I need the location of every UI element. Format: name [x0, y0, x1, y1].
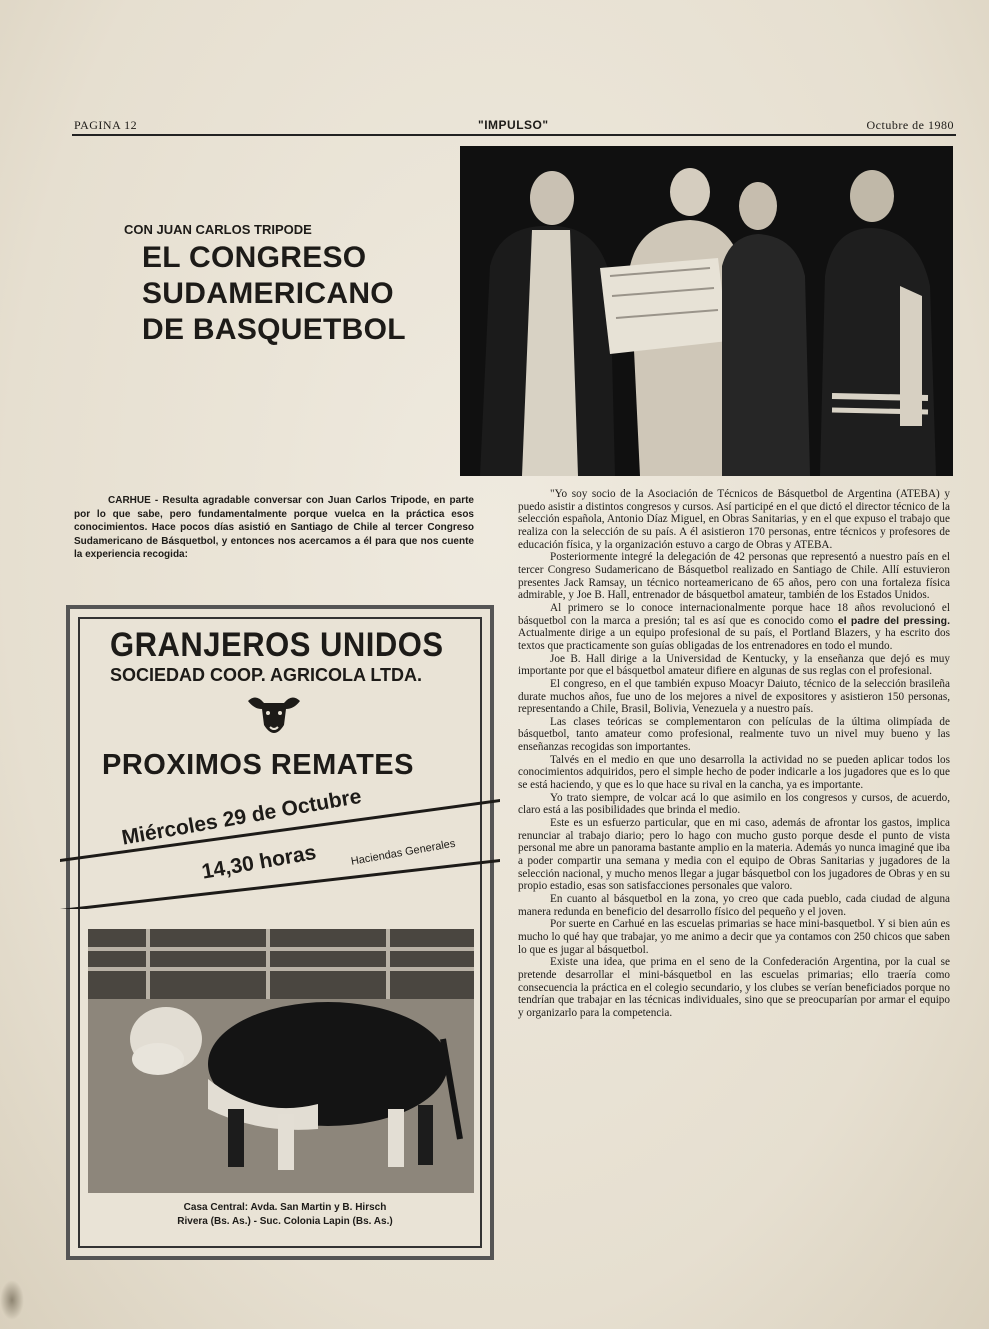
headline-line-1: EL CONGRESO	[142, 241, 367, 274]
advertisement	[66, 605, 494, 1260]
ad-auction-category: Haciendas Generales	[350, 837, 457, 868]
headline-line-3: DE BASQUETBOL	[142, 313, 406, 346]
page-number: PAGINA 12	[74, 118, 138, 132]
ad-company-name: GRANJEROS UNIDOS	[110, 625, 444, 664]
article-kicker: CON JUAN CARLOS TRIPODE	[124, 222, 312, 237]
ad-auction-date: Miércoles 29 de Octubre	[120, 784, 364, 850]
article-paragraph	[518, 602, 950, 653]
paragraph-text: Actualmente dirige a un equipo profesional de su país, el Portland Blazers, y ha escrito dos textos que practicamente son guías obligadas de los entrenadores en todo el mundo.	[518, 627, 950, 652]
ad-upcoming-auctions: PROXIMOS REMATES	[102, 749, 414, 781]
ad-address-line-2: Rivera (Bs. As.) - Suc. Colonia Lapin (Bs. As.)	[177, 1216, 393, 1227]
ad-company-subtitle: SOCIEDAD COOP. AGRICOLA LTDA.	[110, 665, 423, 685]
article-paragraph: Las clases teóricas se complementaron con películas de la última olimpíada de básquetbol, tanto amateur como profesional, realmente tuvo un nivel muy bueno y las enseñanzas recogidas son importantes.	[518, 715, 950, 754]
ad-address-line-1: Casa Central: Avda. San Martin y B. Hirsch	[183, 1202, 387, 1213]
ad-cattle-photo	[88, 929, 474, 1193]
article-paragraph: Existe una idea, que prima en el seno de la Confederación Argentina, por la cual se pretende desarrollar el mini-básquetbol en las escuelas primarias; ello traería como consecuencia la práctica en el colegio secundario, y los clubes se verían beneficiados porque no tendrían que trabajar en las técnicas individuales, sino que se preocuparían por armar el equipo y organizarlo para la competencia.	[518, 956, 950, 1019]
bold-phrase: el padre del pressing.	[837, 614, 951, 627]
header-rule	[72, 134, 956, 136]
article-paragraph: El congreso, en el que también expuso Moacyr Daiuto, técnico de la selección brasileña durate muchos años, fue uno de los mejores a nivel de expositores y asistieron 150 personas, representando a Chile, Brasil, Bolivia, Venezuela y a nuestro país.	[518, 677, 950, 716]
paragraph-text: Al primero se lo conoce internacionalmente porque hace 18 años revolucionó el básquetbol con la marca a presión; tal es así que es conocido como	[518, 601, 950, 627]
article-paragraph: En cuanto al básquetbol en la zona, yo creo que cada pueblo, cada ciudad de alguna manera redunda en beneficio del desarrollo físico del pequeño y el joven.	[518, 893, 950, 918]
paper-stain	[0, 1280, 24, 1320]
article-intro: CARHUE - Resulta agradable conversar con Juan Carlos Tripode, en parte por lo que sabe, pero fundamentalmente porque vuelca en la práctica esos conocimientos. Hace pocos días asistió en Santiago de Chile al tercer Congreso Sudamericano de Básquetbol, y entonces nos acercamos a él para que nos cuente la experiencia recogida:	[74, 495, 474, 561]
headline-line-2: SUDAMERICANO	[142, 277, 394, 310]
ad-address	[100, 1201, 470, 1229]
article-body	[518, 488, 950, 1020]
article-photo	[460, 146, 953, 476]
article-paragraph: Posteriormente integré la delegación de 42 personas que representó a nuestro país en el tercer Congreso Sudamericano de Básquetbol realizado en Santiago de Chile. Allí estuvieron presentes Jack Ramsay, un técnico norteamericano de 65 años, pero con una fortaleza física admirable, y Joe B. Hall, entrenador de básquetbol amateur, también de los Estados Unidos.	[518, 551, 950, 602]
article-paragraph: "Yo soy socio de la Asociación de Técnicos de Básquetbol de Argentina (ATEBA) y puedo asistir a distintos congresos y cursos. Así participé en el que dictó el director técnico de la selección española, Antonio Díaz Miguel, en Obras Sanitarias, y en el que expuso el trabajo que realiza con la selección de su país. A él asistieron 170 personas, entre técnicos y profesores de educación física, y la organización estuvo a cargo de Obras y ATEBA.	[518, 488, 950, 551]
article-headline	[142, 240, 442, 348]
issue-date: Octubre de 1980	[866, 118, 954, 132]
article-paragraph: Talvés en el medio en que uno desarrolla la actividad no se pueden aplicar todos los conocimientos adquiridos, pero el simple hecho de poder indicarle a los jugadores que es lo que se está haciendo, y que es lo que hace su rival en la cancha, ya es importante.	[518, 753, 950, 792]
article-paragraph: Yo trato siempre, de volcar acá lo que asimilo en los congresos y cursos, de acuerdo, claro está a las posibilidades que brinda el medio.	[518, 791, 950, 817]
article-paragraph: Este es un esfuerzo particular, que en mi caso, además de afrontar los gastos, implica renunciar al trabajo diario; pero lo hago con mucho gusto porque desde el punto de vista personal me abre un panorama bastante amplio en la materia. Además yo nunca imaginé que iba a poder compartir una semana y media con el equipo de Obras Sanitarias y jugadores de la selección nacional, y mucho menos llegar a jugar básquetbol con los jugadores de Obras y en su propio estadio, esas son satisfacciones personales que valoro.	[518, 817, 950, 893]
page-header	[74, 118, 954, 134]
publication-name: "IMPULSO"	[478, 118, 549, 132]
article-paragraph: Joe B. Hall dirige a la Universidad de Kentucky, y la enseñanza que dejó es muy importante por que el básquetbol amateur difiere en algunas de sus reglas con el profesional.	[518, 652, 950, 678]
ad-auction-time: 14,30 horas	[200, 840, 318, 884]
bull-logo-icon	[246, 691, 302, 743]
article-paragraph: Por suerte en Carhué en las escuelas primarias se hace mini-basquetbol. Y si bien aún es mucho lo qué hay que trabajar, yo me animo a decir que ya contamos con 250 chicos que saben lo que es jugar al básquetbol.	[518, 918, 950, 956]
